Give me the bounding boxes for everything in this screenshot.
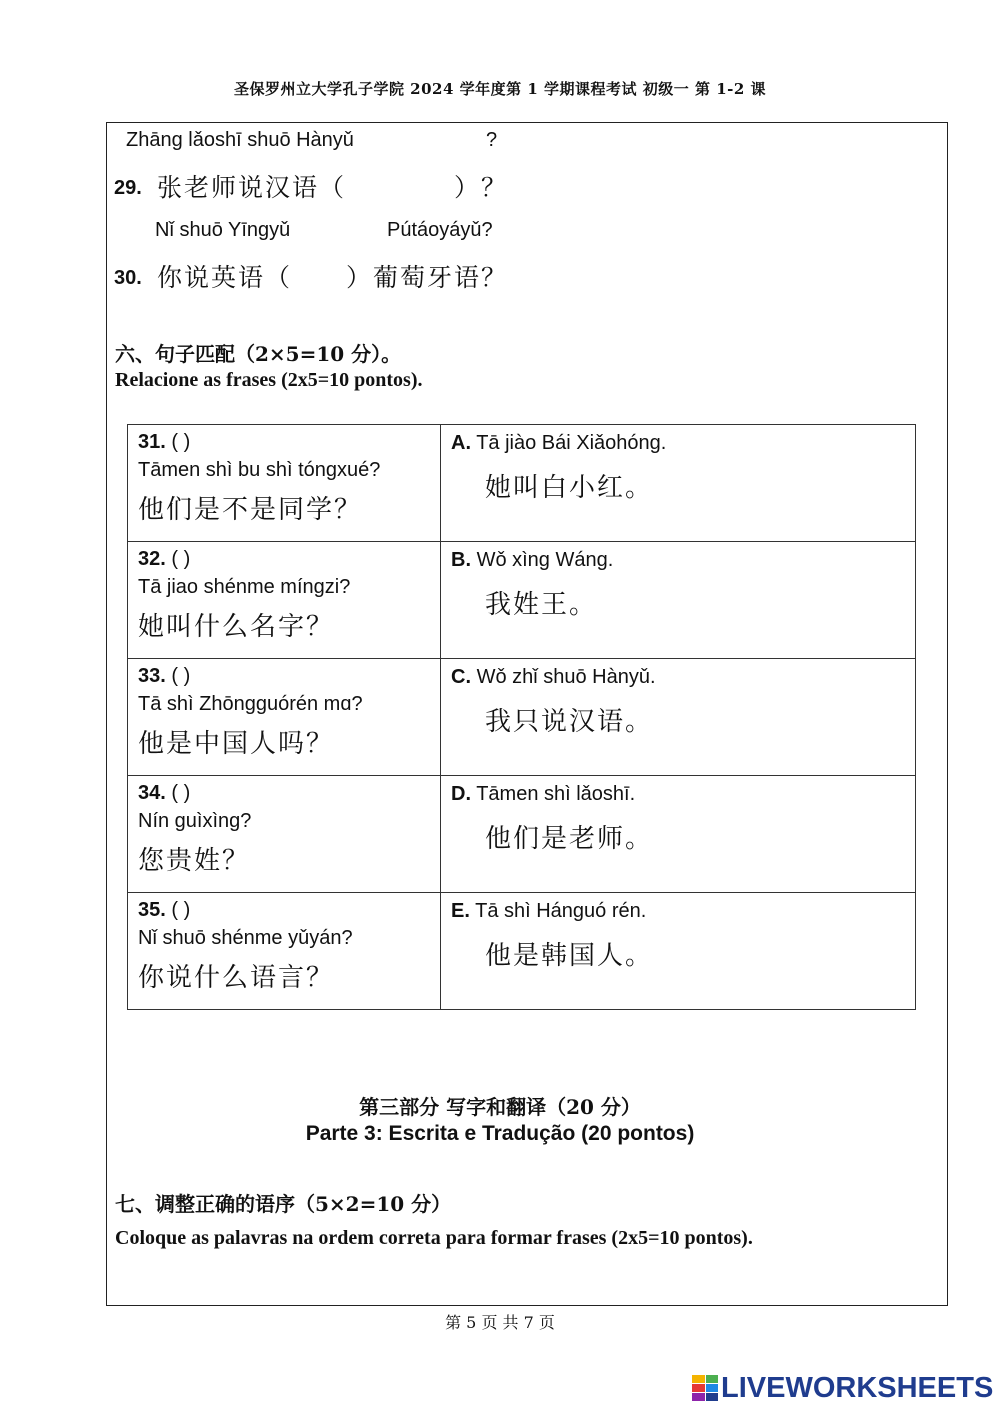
question-number: 31.: [138, 431, 166, 453]
question-cell: [128, 893, 441, 1010]
answer-cell: [441, 542, 916, 659]
q29-number: 29.: [114, 177, 142, 199]
answer-hanzi: 我姓王。: [485, 590, 598, 620]
question-pinyin: Nǐ shuō shénme yǔyán?: [138, 927, 353, 949]
answer-letter: B.: [451, 549, 471, 571]
question-number: 33.: [138, 665, 166, 687]
part3-title-cn: 第三部分 写字和翻译（20 分）: [359, 1095, 641, 1119]
question-hanzi: 你说什么语言？: [138, 963, 335, 993]
answer-cell: [441, 425, 916, 542]
question-cell: [128, 776, 441, 893]
answer-hanzi: 他们是老师。: [485, 824, 654, 854]
answer-blank[interactable]: ( ): [171, 899, 191, 921]
part3-title-pt: Parte 3: Escrita e Tradução (20 pontos): [305, 1122, 695, 1145]
answer-letter: A.: [451, 432, 471, 454]
q29-hanzi: 张老师说汉语（ ）？: [157, 173, 509, 202]
question-hanzi: 他们是不是同学？: [138, 495, 363, 525]
answer-pinyin: Tā jiào Bái Xiǎohóng.: [476, 432, 667, 454]
matching-table: [127, 424, 916, 1010]
answer-letter: D.: [451, 783, 471, 805]
answer-cell: [441, 776, 916, 893]
matching-row: [128, 659, 916, 776]
answer-pinyin: Wǒ zhǐ shuō Hànyǔ.: [476, 666, 656, 688]
question-number: 34.: [138, 782, 166, 804]
answer-blank[interactable]: ( ): [171, 548, 191, 570]
question-cell: [128, 659, 441, 776]
matching-row: [128, 542, 916, 659]
question-pinyin: Nín guìxìng?: [138, 810, 252, 832]
liveworksheets-logo-icon: [692, 1375, 718, 1401]
answer-pinyin: Wǒ xìng Wáng.: [476, 549, 614, 571]
q30-pinyin: Nǐ shuō Yīngyǔ: [155, 219, 291, 241]
answer-blank[interactable]: ( ): [171, 782, 191, 804]
question-cell: [128, 542, 441, 659]
liveworksheets-logo: [692, 1372, 993, 1404]
question-hanzi: 她叫什么名字？: [138, 612, 335, 642]
q29-pinyin: Zhāng lǎoshī shuō Hànyǔ: [126, 129, 354, 151]
section6-title-pt: Relacione as frases (2x5=10 pontos).: [115, 369, 423, 391]
question-cell: [128, 425, 441, 542]
answer-letter: C.: [451, 666, 471, 688]
question-pinyin: Tā shì Zhōngguórén mɑ?: [138, 693, 363, 715]
answer-hanzi: 他是韩国人。: [485, 941, 654, 971]
section7-title-cn: 七、调整正确的语序（5×2=10 分）: [115, 1192, 452, 1216]
matching-row: [128, 893, 916, 1010]
section7-title-pt: Coloque as palavras na ordem correta para formar frases (2x5=10 pontos).: [115, 1227, 753, 1249]
question-pinyin: Tā jiao shénme míngzi?: [138, 576, 351, 598]
answer-cell: [441, 893, 916, 1010]
page-number: 第 5 页 共 7 页: [445, 1313, 555, 1332]
question-hanzi: 您贵姓？: [138, 846, 251, 876]
q30-hanzi: 你说英语（ ）葡萄牙语？: [157, 263, 509, 292]
answer-blank[interactable]: ( ): [171, 665, 191, 687]
section6-title-cn: 六、句子匹配（2×5=10 分）。: [115, 342, 402, 366]
answer-hanzi: 我只说汉语。: [485, 707, 654, 737]
question-number: 35.: [138, 899, 166, 921]
answer-letter: E.: [451, 900, 470, 922]
exam-header: 圣保罗州立大学孔子学院 2024 学年度第 1 学期课程考试 初级一 第 1-2 课: [233, 80, 767, 98]
question-pinyin: Tāmen shì bu shì tóngxué?: [138, 459, 381, 481]
q30-number: 30.: [114, 267, 142, 289]
question-number: 32.: [138, 548, 166, 570]
answer-blank[interactable]: ( ): [171, 431, 191, 453]
matching-row: [128, 776, 916, 893]
answer-hanzi: 她叫白小红。: [485, 473, 654, 503]
answer-pinyin: Tā shì Hánguó rén.: [475, 900, 647, 922]
answer-cell: [441, 659, 916, 776]
q29-pinyin-question-mark: ?: [486, 129, 498, 151]
q30-pinyin-option: Pútáoyáyǔ?: [387, 219, 493, 241]
answer-pinyin: Tāmen shì lǎoshī.: [476, 783, 636, 805]
liveworksheets-logo-text: LIVEWORKSHEETS: [721, 1371, 994, 1404]
matching-row: [128, 425, 916, 542]
question-hanzi: 他是中国人吗？: [138, 729, 335, 759]
